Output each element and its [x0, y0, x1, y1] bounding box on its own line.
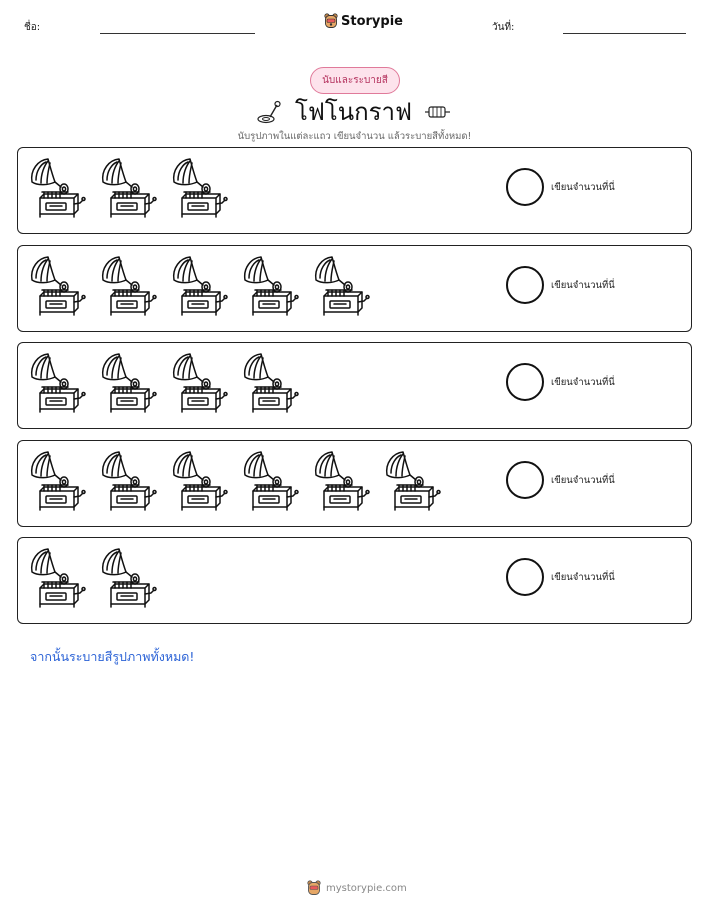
phonograph-icon[interactable]: [170, 156, 228, 218]
counting-row: [17, 342, 692, 429]
name-label: ชื่อ:: [24, 22, 41, 33]
phonograph-icon[interactable]: [241, 254, 299, 316]
date-line[interactable]: [563, 33, 686, 34]
phonograph-icon[interactable]: [312, 254, 370, 316]
answer-circle[interactable]: [506, 363, 544, 401]
name-line[interactable]: [100, 33, 255, 34]
answer-circle[interactable]: [506, 266, 544, 304]
phonograph-icon[interactable]: [383, 449, 441, 511]
answer-label: เขียนจำนวนที่นี่: [551, 377, 615, 388]
phonograph-icon[interactable]: [99, 156, 157, 218]
phonograph-icon[interactable]: [170, 254, 228, 316]
phonograph-icon[interactable]: [28, 546, 86, 608]
topic-pill: นับและระบายสี: [310, 67, 400, 94]
subtitle-instructions: นับรูปภาพในแต่ละแถว เขียนจำนวน แล้วระบายสีทั้งหมด!: [237, 131, 472, 142]
coloring-instruction: จากนั้นระบายสีรูปภาพทั้งหมด!: [30, 649, 195, 664]
phonograph-icon[interactable]: [99, 546, 157, 608]
phonograph-icon[interactable]: [312, 449, 370, 511]
answer-label: เขียนจำนวนที่นี่: [551, 280, 615, 291]
brand-name: Storypie: [341, 13, 403, 29]
answer-label: เขียนจำนวนที่นี่: [551, 182, 615, 193]
footer: [307, 880, 407, 896]
counting-row: [17, 537, 692, 624]
footer-url[interactable]: mystorypie.com: [326, 882, 407, 894]
date-label: วันที่:: [492, 22, 515, 33]
answer-label: เขียนจำนวนที่นี่: [551, 572, 615, 583]
answer-label: เขียนจำนวนที่นี่: [551, 475, 615, 486]
bear-mascot-icon: [307, 880, 321, 896]
phonograph-icon[interactable]: [99, 351, 157, 413]
phonograph-icon[interactable]: [28, 254, 86, 316]
counting-row: [17, 245, 692, 332]
phonograph-icon[interactable]: [170, 449, 228, 511]
counting-row: [17, 147, 692, 234]
phonograph-icon[interactable]: [170, 351, 228, 413]
phonograph-icon[interactable]: [99, 254, 157, 316]
page-title: โฟโนกราฟ: [294, 98, 413, 126]
answer-circle[interactable]: [506, 168, 544, 206]
phonograph-icon[interactable]: [28, 156, 86, 218]
bear-mascot-icon: [324, 13, 338, 29]
phonograph-icon[interactable]: [28, 449, 86, 511]
phonograph-icon[interactable]: [99, 449, 157, 511]
cylinder-roller-icon: [424, 101, 452, 123]
phonograph-icon[interactable]: [241, 449, 299, 511]
storypie-logo: [324, 13, 403, 29]
counting-row: [17, 440, 692, 527]
phonograph-record-icon: [257, 100, 283, 124]
phonograph-icon[interactable]: [241, 351, 299, 413]
answer-circle[interactable]: [506, 558, 544, 596]
answer-circle[interactable]: [506, 461, 544, 499]
phonograph-icon[interactable]: [28, 351, 86, 413]
